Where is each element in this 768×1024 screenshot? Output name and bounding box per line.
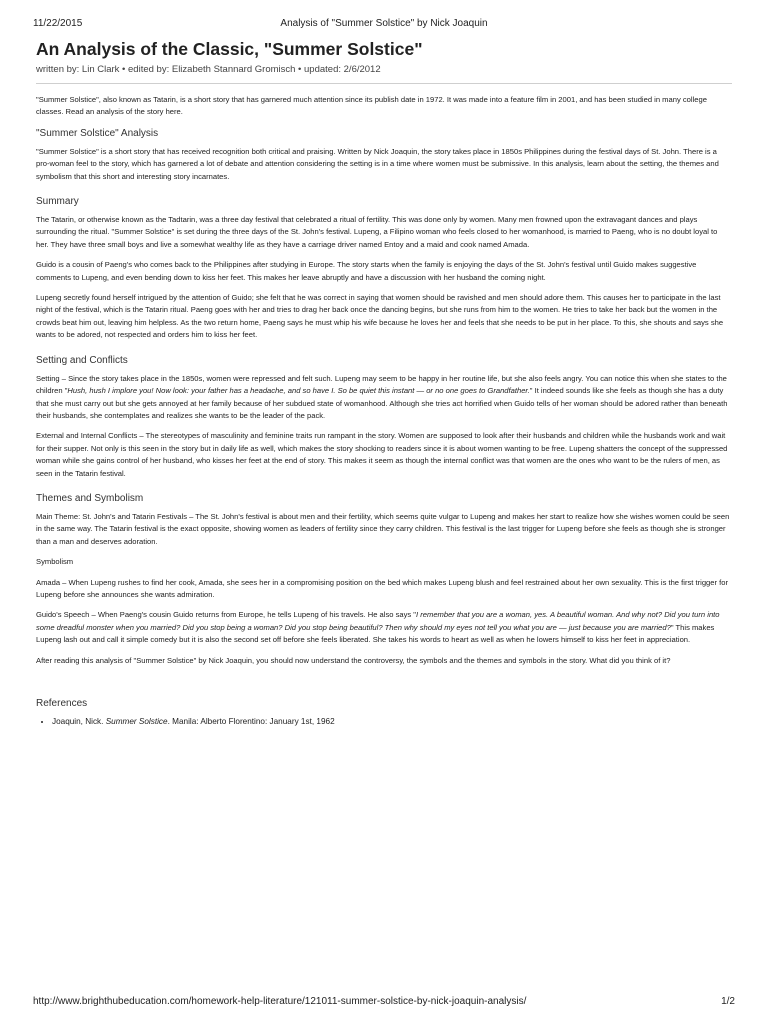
section-heading-setting: Setting and Conflicts [36,354,128,366]
themes-paragraph-1: Main Theme: St. John's and Tatarin Festivals – The St. John's festival is about men and their fertility, which seems quite vulgar to Lupeng and makes her start to realize how she wishes women could be seen in the same way. The Tatarin festival is the exact opposite, showing women as leaders of fertility since they carry children. This festival is the last trigger for Lupeng before she feels as though she is stronger than a man and deserves adoration. [36,511,730,546]
reference-rest: . Manila: Alberto Florentino: January 1st, 1962 [167,717,335,726]
summary-paragraph-1: The Tatarin, or otherwise known as the Tadtarin, was a three day festival that celebrated a ritual of fertility. This was done only by women. Many men frowned upon the extravagant dances and plays surrounding the ritual. "Summer Solstice" is set during the three days of the St. John's festival. Lupeng, a Filipino woman who feels closed to her womanhood, is married to Paeng, who is no doubt loyal to her. They have three small boys and live a somewhat wealthy life as they have a carriage driver named Entoy and a maid and cook named Amada. [36,215,718,249]
setting-text-a: Setting – Since the story takes place in the 1850s, women were repressed and felt such. Lupeng may seem to be happy in her routine life, but she also feels angry. You can notice this when she states to the children " [36,373,727,396]
analysis-paragraph: "Summer Solstice" is a short story that has received recognition both critical and praising. Written by Nick Joaquin, the story takes place in 1850s Philippines during the festival days of St. John. There is a pro-woman feel to the story, which has garnered a lot of debate and attention considering the setting is in a time where women must be submissive. In this analysis, learn about the setting, the themes and symbolism that this short and interesting story incarnates. [36,146,719,181]
byline: written by: Lin Clark • edited by: Elizabeth Stannard Gromisch • updated: 2/6/2012 [36,64,381,75]
intro-paragraph: "Summer Solstice", also known as Tatarin, is a short story that has garnered much attention since its publish date in 1972. It was made into a feature film in 2001, and has been studied in many college classes. Read an analysis of the story here. [36,95,707,117]
print-footer [33,996,735,1010]
reference-item [52,716,732,728]
setting-paragraph-1 [36,373,732,423]
section-heading-themes: Themes and Symbolism [36,492,144,504]
print-title: Analysis of "Summer Solstice" by Nick Joaquin [280,18,488,29]
reference-author: Joaquin, Nick. [52,717,106,726]
divider [36,83,732,84]
print-header [33,18,735,32]
symbolism-label: Symbolism [36,557,74,567]
references-list [36,716,732,728]
section-heading-summary: Summary [36,196,79,208]
print-url: http://www.brighthubeducation.com/homework-help-literature/121011-summer-solstice-by-nick-joaquin-analysis/ [33,996,527,1007]
setting-text-b: " It indeed sounds like she feels as though she has a duty that she must carry out but she gets annoyed at her family because of her subdued state of womanhood. Although she tries act horrified when Guido tells of her woman should be adored rather than beneath their husbands, she contemplates and realizes she wants to be the leader of the pack. [36,386,728,420]
themes-paragraph-3 [36,609,732,646]
section-heading-references: References [36,698,88,709]
page-title: An Analysis of the Classic, "Summer Solstice" [36,39,423,59]
article [36,38,732,728]
summary-paragraph-3: Lupeng secretly found herself intrigued by the attention of Guido; she felt that he was correct in saying that women should be ravished and men should adore them. This causes her to participate in the last night of the festival, which is the Tatarin ritual. Paeng goes with her and tries to drag her back once the dancing begins, but she runs from him to the women. He tries to take her back but the women in the crowds beat him out, leaving him helpless. As the two return home, Paeng says he must whip his wife because he loves her and feels that she needs to be put in her place. To this, she shouts and says she wants to be adored, not respected and orders him to kiss her feet. [36,293,724,340]
print-date: 11/22/2015 [33,18,83,29]
summary-paragraph-2: Guido is a cousin of Paeng's who comes back to the Philippines after studying in Europe. The story starts when the family is enjoying the days of the St. John's festival until Guido makes suggestive comments to Lupeng, and even bending down to kiss her feet. This makes her leave abruptly and have a discussion with her husband the coming night. [36,260,697,282]
guido-text-a: Guido's Speech – When Paeng's cousin Guido returns from Europe, he tells Lupeng of his travels. He also says " [36,610,417,620]
themes-paragraph-4: After reading this analysis of "Summer Solstice" by Nick Joaquin, you should now understand the controversy, the symbols and the themes and symbols in the story. What did you think of it? [36,655,671,665]
guido-text-b: " This makes Lupeng lash out and call it simple comedy but it is also the second set off before she feels liberated. She takes his words to heart as well as when he lowers himself to kiss her feet in appreciation. [36,622,715,645]
page-number: 1/2 [721,996,735,1007]
setting-paragraph-2: External and Internal Conflicts – The stereotypes of masculinity and feminine traits run rampant in the story. Women are supposed to look after their husbands and children while the husbands work and wait for their supper. Not only is this seen in the story but in daily life as well, which makes the story shocking to readers since it is about women wanting to be free. Lupeng shatters the concept of the suppressed woman while she gains control of her husband, who kisses her feet at the end of story. This makes it seem as though the internal conflict was that women are the ones who want to be the rulers of men, as seen in the Tatarin festival. [36,431,728,478]
section-heading-analysis: "Summer Solstice" Analysis [36,127,159,139]
setting-quote: Hush, hush I implore you! Now look: your father has a headache, and so have I. So be quiet this instant — or no one goes to Grandfather. [67,386,530,396]
themes-paragraph-2: Amada – When Lupeng rushes to find her cook, Amada, she sees her in a compromising position on the bed which makes Lupeng blush and feel restrained about her own sexuality. This is the first trigger for Lupeng before she announces she wants admiration. [36,577,728,599]
guido-quote: I remember that you are a woman, yes. A beautiful woman. And why not? Did you turn into some dreadful monster when you married? Did you stop being a woman? Did you stop being beautiful? Then why should my eyes not tell you what you are — just because you are married? [36,610,720,632]
reference-title: Summer Solstice [105,717,168,726]
